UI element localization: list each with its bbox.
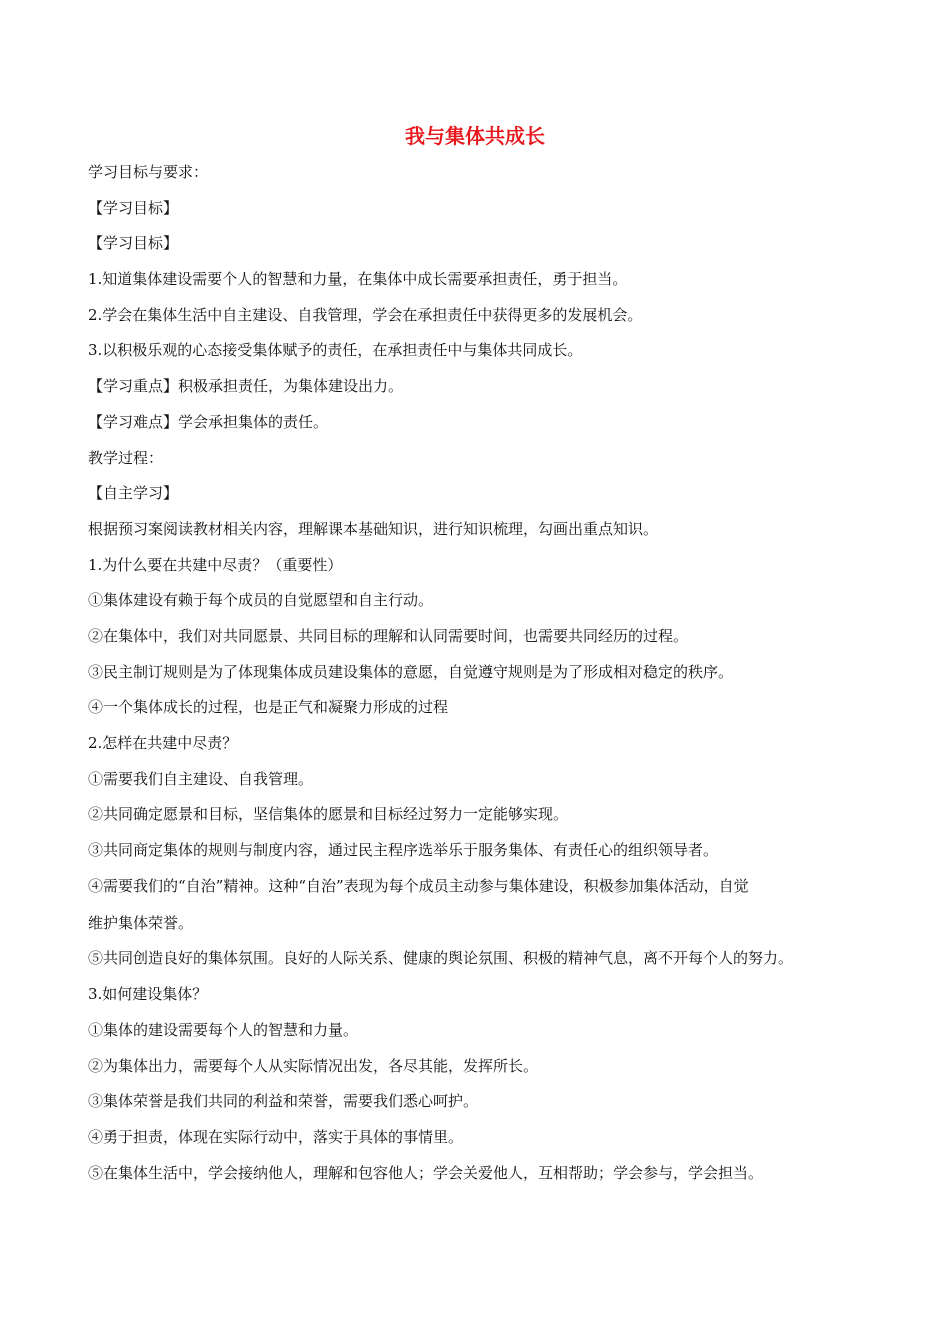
question-1: 1.为什么要在共建中尽责？（重要性） xyxy=(88,555,343,574)
difficult-point: 【学习难点】学会承担集体的责任。 xyxy=(88,412,329,431)
answer-3-item: ⑤在集体生活中，学会接纳他人，理解和包容他人；学会关爱他人，互相帮助；学会参与，学会担当。 xyxy=(88,1163,764,1182)
section-heading-process: 教学过程： xyxy=(88,448,164,467)
goal-item-1: 1.知道集体建设需要个人的智慧和力量，在集体中成长需要承担责任，勇于担当。 xyxy=(88,270,628,289)
goal-item-2: 2.学会在集体生活中自主建设、自我管理，学会在承担责任中获得更多的发展机会。 xyxy=(88,305,643,324)
answer-3-item: ④勇于担责，体现在实际行动中，落实于具体的事情里。 xyxy=(88,1127,464,1146)
goal-item-3: 3.以积极乐观的心态接受集体赋予的责任，在承担责任中与集体共同成长。 xyxy=(88,341,583,360)
answer-3-item: ②为集体出力，需要每个人从实际情况出发，各尽其能，发挥所长。 xyxy=(88,1056,539,1075)
question-2: 2.怎样在共建中尽责？ xyxy=(88,734,238,752)
answer-1-item: ④一个集体成长的过程，也是正气和凝聚力形成的过程 xyxy=(88,698,449,717)
label-learning-goals: 【学习目标】 xyxy=(88,198,179,217)
key-point: 【学习重点】积极承担责任，为集体建设出力。 xyxy=(88,377,404,396)
answer-3-item: ①集体的建设需要每个人的智慧和力量。 xyxy=(88,1020,359,1039)
answer-3-item: ③集体荣誉是我们共同的利益和荣誉，需要我们悉心呵护。 xyxy=(88,1092,479,1111)
answer-2-item: ③共同商定集体的规则与制度内容，通过民主程序选举乐于服务集体、有责任心的组织领导者。 xyxy=(88,841,719,860)
document-body xyxy=(88,160,878,1196)
answer-1-item: ①集体建设有赖于每个成员的自觉愿望和自主行动。 xyxy=(88,591,434,610)
answer-2-item: ①需要我们自主建设、自我管理。 xyxy=(88,769,314,788)
answer-2-item: ④需要我们的“自治”精神。这种“自治”表现为每个成员主动参与集体建设，积极参加集体活动，自觉 xyxy=(88,876,749,895)
answer-1-item: ②在集体中，我们对共同愿景、共同目标的理解和认同需要时间，也需要共同经历的过程。 xyxy=(88,626,689,645)
section-heading-objectives: 学习目标与要求： xyxy=(88,163,209,181)
answer-2-item-continued: 维护集体荣誉。 xyxy=(88,913,194,932)
document-title: 我与集体共成长 xyxy=(405,124,545,148)
answer-1-item: ③民主制订规则是为了体现集体成员建设集体的意愿，自觉遵守规则是为了形成相对稳定的秩序。 xyxy=(88,662,734,681)
self-study-instruction: 根据预习案阅读教材相关内容，理解课本基础知识，进行知识梳理，勾画出重点知识。 xyxy=(88,519,659,538)
question-3: 3.如何建设集体？ xyxy=(88,985,208,1004)
label-self-study: 【自主学习】 xyxy=(88,484,179,503)
answer-2-item: ⑤共同创造良好的集体氛围。良好的人际关系、健康的舆论氛围、积极的精神气息，离不开每个人的努力。 xyxy=(88,949,794,968)
label-learning-goals-repeat: 【学习目标】 xyxy=(88,234,179,253)
answer-2-item: ②共同确定愿景和目标，坚信集体的愿景和目标经过努力一定能够实现。 xyxy=(88,805,569,824)
